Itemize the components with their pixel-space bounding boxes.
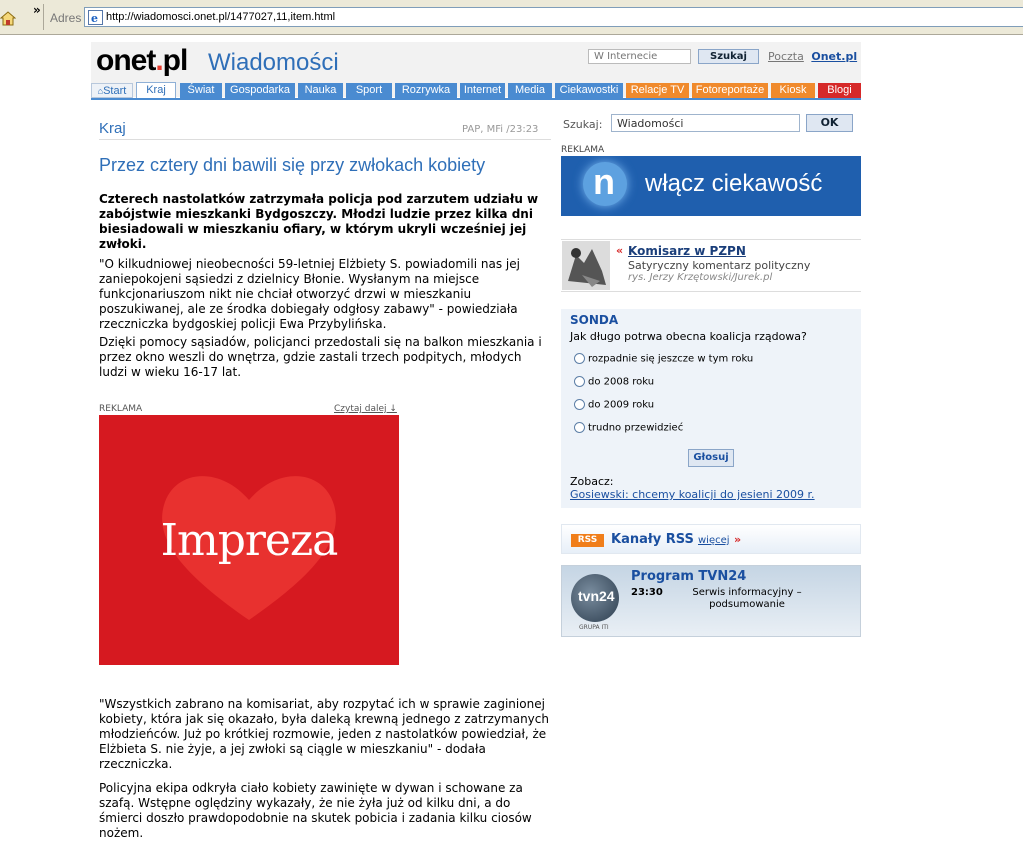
tvn24-group-label: GRUPA ITI: [579, 624, 609, 631]
vote-button[interactable]: Głosuj: [688, 449, 734, 467]
impreza-ad-banner[interactable]: [99, 415, 399, 665]
tab-kiosk[interactable]: Kiosk: [771, 83, 815, 98]
komisarz-arrow-icon: «: [616, 244, 624, 257]
article-meta: PAP, MFi /23:23: [462, 124, 539, 135]
poll-option[interactable]: trudno przewidzieć: [574, 422, 683, 434]
article-section[interactable]: Kraj: [99, 120, 126, 137]
tvn24-title[interactable]: Program TVN24: [631, 569, 747, 584]
home-icon[interactable]: [0, 10, 16, 26]
tab-underline: [91, 98, 861, 100]
tab-swiat[interactable]: Świat: [180, 83, 222, 98]
tab-relacje-tv[interactable]: Relacje TV: [626, 83, 689, 98]
article-paragraph-2: Dzięki pomocy sąsiadów, policjanci przedostali się na balkon mieszkania i przez okno weszli do wnętrza, gdzie zastali trzech podpitych, młodych ludzi w wieku 16-17 lat.: [99, 335, 542, 379]
tab-nauka[interactable]: Nauka: [298, 83, 343, 98]
tvn24-time: 23:30: [631, 587, 663, 598]
header-links: [768, 50, 857, 63]
sidebar-search-input[interactable]: [611, 114, 800, 132]
rss-more-link[interactable]: więcej: [698, 535, 730, 546]
rss-box: [561, 524, 861, 554]
rss-icon[interactable]: RSS: [571, 534, 604, 547]
onet-n-letter: n: [593, 161, 615, 202]
komisarz-link[interactable]: Komisarz w PZPN: [628, 244, 746, 258]
section-divider: [99, 139, 551, 140]
tab-blogi[interactable]: Blogi: [818, 83, 861, 98]
tvn24-logo: [571, 574, 619, 622]
onet-logo[interactable]: onet.pl: [96, 44, 188, 77]
tab-fotoreportaze[interactable]: Fotoreportaże: [692, 83, 768, 98]
tab-ciekawostki[interactable]: Ciekawostki: [555, 83, 623, 98]
impreza-ad-text: Impreza: [160, 515, 338, 566]
article-paragraph-1: "O kilkudniowej nieobecności 59-letniej Elżbiety S. powiadomili nas jej zaniepokojeni sąsiedzi z dzielnicy Błonie. Wysłanym na miejsce funkcjonariuszom nikt nie chciał otworzyć drzwi w mieszkaniu poszukiwanej, ale ze środka dobiegały odgłosy zabawy" - powiedziała rzeczniczka bydgoskiej policji Ewa Przybylińska.: [99, 257, 520, 331]
tab-start[interactable]: ⌂Start: [91, 83, 133, 98]
radio-icon[interactable]: [574, 399, 585, 410]
header-search-button[interactable]: Szukaj: [698, 49, 759, 64]
article-paragraph-4: Policyjna ekipa odkryła ciało kobiety zawinięte w dywan i schowane za szafą. Wstępne oględziny wykazały, że nie żyła już od kilku dni, a do śmierci doszło prawdopodobnie na skutek pobicia i zadania kilku ciosów nożem.: [99, 781, 532, 840]
sidebar-search-label: Szukaj:: [563, 118, 603, 131]
cartoon-thumbnail[interactable]: [562, 241, 610, 290]
section-title[interactable]: Wiadomości: [208, 49, 339, 76]
onet-ad-slogan: włącz ciekawość: [645, 170, 823, 197]
komisarz-subtitle: Satyryczny komentarz polityczny: [628, 259, 811, 272]
svg-text:e: e: [91, 12, 98, 25]
tab-media[interactable]: Media: [508, 83, 552, 98]
toolbar-separator: [43, 4, 44, 30]
toolbar-chevron-icon[interactable]: »: [33, 3, 41, 17]
radio-icon[interactable]: [574, 376, 585, 387]
poll-heading: SONDA: [570, 313, 619, 327]
tab-gospodarka[interactable]: Gospodarka: [225, 83, 295, 98]
ie-page-icon: [88, 10, 103, 25]
komisarz-box: [561, 239, 861, 292]
onet-link[interactable]: Onet.pl: [811, 50, 858, 63]
address-bar: [0, 0, 1023, 35]
radio-icon[interactable]: [574, 353, 585, 364]
sidebar-search-button[interactable]: OK: [806, 114, 853, 132]
tab-rozrywka[interactable]: Rozrywka: [395, 83, 457, 98]
url-input[interactable]: [84, 7, 1023, 27]
tab-sport[interactable]: Sport: [346, 83, 392, 98]
poll-option[interactable]: do 2008 roku: [574, 376, 654, 388]
home-small-icon: ⌂: [97, 86, 104, 96]
tvn24-box[interactable]: [561, 565, 861, 637]
poll-option[interactable]: rozpadnie się jeszcze w tym roku: [574, 353, 753, 365]
see-also-link[interactable]: Gosiewski: chcemy koalicji do jesieni 2009 r.: [570, 488, 815, 501]
article-paragraph-3: "Wszystkich zabrano na komisariat, aby rozpytać ich w sprawie zaginionej kobiety, która jak się okazało, była daleką krewną jednego z zatrzymanych młodzieńców. Już po krótkiej rozmowie, jeden z nastolatków powiedział, że Elżbieta S. nie żyje, a jej zwłoki są ciągle w mieszkaniu" - dodała rzeczniczka.: [99, 697, 549, 771]
article-lead: Czterech nastolatków zatrzymała policja pod zarzutem udziału w zabójstwie mieszkanki Bydgoszczy. Młodzi ludzie przez kilka dni biesiadowali w mieszkaniu ofiary, w którym ukryli wcześniej jej zwłoki.: [99, 192, 539, 251]
komisarz-byline: rys. Jerzy Krzętowski/Jurek.pl: [628, 272, 773, 283]
poll-box: [561, 309, 861, 508]
poczta-link[interactable]: Poczta: [768, 50, 804, 63]
address-label: Adres: [50, 11, 82, 25]
url-text: http://wiadomosci.onet.pl/1477027,11,item.html: [106, 11, 336, 23]
read-more-link[interactable]: Czytaj dalej ↓: [334, 404, 397, 414]
poll-question: Jak długo potrwa obecna koalicja rządowa?: [570, 330, 807, 343]
nav-tabs: [91, 83, 861, 99]
poll-option[interactable]: do 2009 roku: [574, 399, 654, 411]
tvn24-logo-text: tvn24: [578, 588, 615, 604]
radio-icon[interactable]: [574, 422, 585, 433]
inline-ad-label: REKLAMA: [99, 404, 143, 414]
sidebar-ad-label: REKLAMA: [561, 145, 605, 155]
tab-kraj[interactable]: Kraj: [136, 82, 176, 99]
tvn24-show: Serwis informacyjny – podsumowanie: [692, 587, 802, 610]
see-also-label: Zobacz:: [570, 475, 614, 488]
header-search-input[interactable]: [588, 49, 691, 64]
rss-more-arrows-icon: »: [734, 533, 742, 546]
tab-internet[interactable]: Internet: [460, 83, 505, 98]
rss-title[interactable]: Kanały RSS: [611, 532, 694, 547]
article-title: Przez cztery dni bawili się przy zwłokach kobiety: [99, 155, 486, 175]
onet-ad-banner[interactable]: [561, 156, 861, 216]
